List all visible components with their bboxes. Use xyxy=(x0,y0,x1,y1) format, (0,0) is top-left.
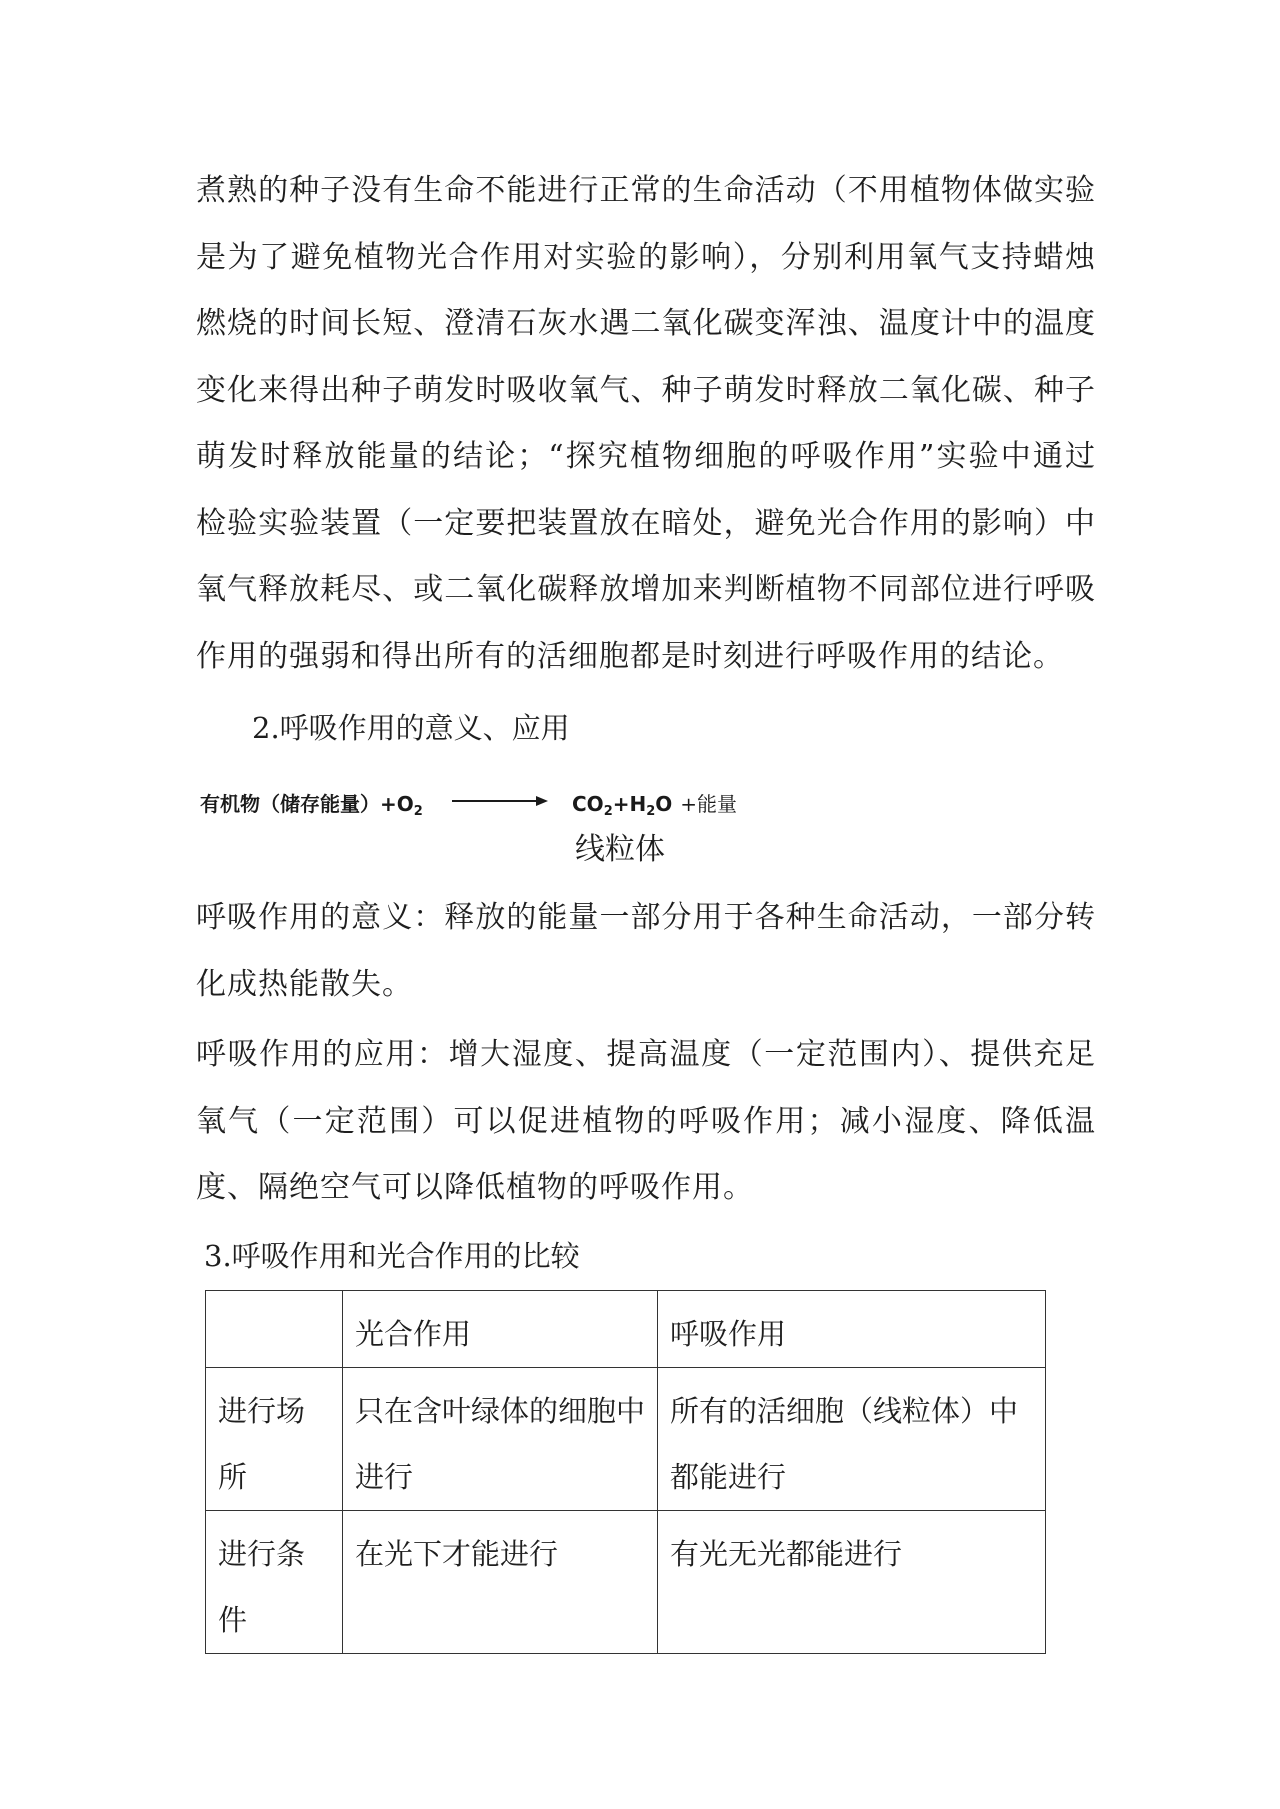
table-row-label: 进行条件 xyxy=(206,1511,343,1654)
paragraph-significance: 呼吸作用的意义：释放的能量一部分用于各种生命活动，一部分转化成热能散失。 xyxy=(196,900,1096,1002)
table-cell: 只在含叶绿体的细胞中进行 xyxy=(343,1368,658,1511)
table-header-cell: 光合作用 xyxy=(343,1291,658,1368)
table-cell: 在光下才能进行 xyxy=(343,1511,658,1654)
table-cell: 有光无光都能进行 xyxy=(658,1511,1046,1654)
table-row xyxy=(206,1368,1046,1511)
paragraph-seed-experiment: 煮熟的种子没有生命不能进行正常的生命活动（不用植物体做实验是为了避免植物光合作用对实验的影响），分别利用氧气支持蜡烛燃烧的时间长短、澄清石灰水遇二氧化碳变浑浊、温度计中的温度变化来得出种子萌发时吸收氧气、种子萌发时释放二氧化碳、种子萌发时释放能量的结论；“探究植物细胞的呼吸作用”实验中通过检验实验装置（一定要把装置放在暗处，避免光合作用的影响）中氧气释放耗尽、或二氧化碳释放增加来判断植物不同部位进行呼吸作用的强弱和得出所有的活细胞都是时刻进行呼吸作用的结论。 xyxy=(196,173,1096,674)
table-header-row xyxy=(206,1291,1046,1368)
catalyst-label: 线粒体 xyxy=(575,832,665,867)
respiration-equation xyxy=(200,784,760,824)
heading-comparison: 3.呼吸作用和光合作用的比较 xyxy=(204,1239,580,1273)
table-cell: 所有的活细胞（线粒体）中都能进行 xyxy=(658,1368,1046,1511)
table-header-cell xyxy=(206,1291,343,1368)
heading-respiration-significance: 2.呼吸作用的意义、应用 xyxy=(252,711,570,745)
table-row xyxy=(206,1511,1046,1654)
reaction-arrow-icon xyxy=(450,790,550,812)
table-row-label: 进行场所 xyxy=(206,1368,343,1511)
equation-products: $CO_2+H_2O$ +能量 xyxy=(572,792,738,819)
table-header-cell: 呼吸作用 xyxy=(658,1291,1046,1368)
paragraph-application: 呼吸作用的应用：增大湿度、提高温度（一定范围内）、提供充足氧气（一定范围）可以促进植物的呼吸作用；减小湿度、降低温度、隔绝空气可以降低植物的呼吸作用。 xyxy=(196,1037,1096,1205)
comparison-table xyxy=(205,1290,1046,1654)
equation-reactants: 有机物（储存能量）$+O_2$ xyxy=(200,792,423,819)
